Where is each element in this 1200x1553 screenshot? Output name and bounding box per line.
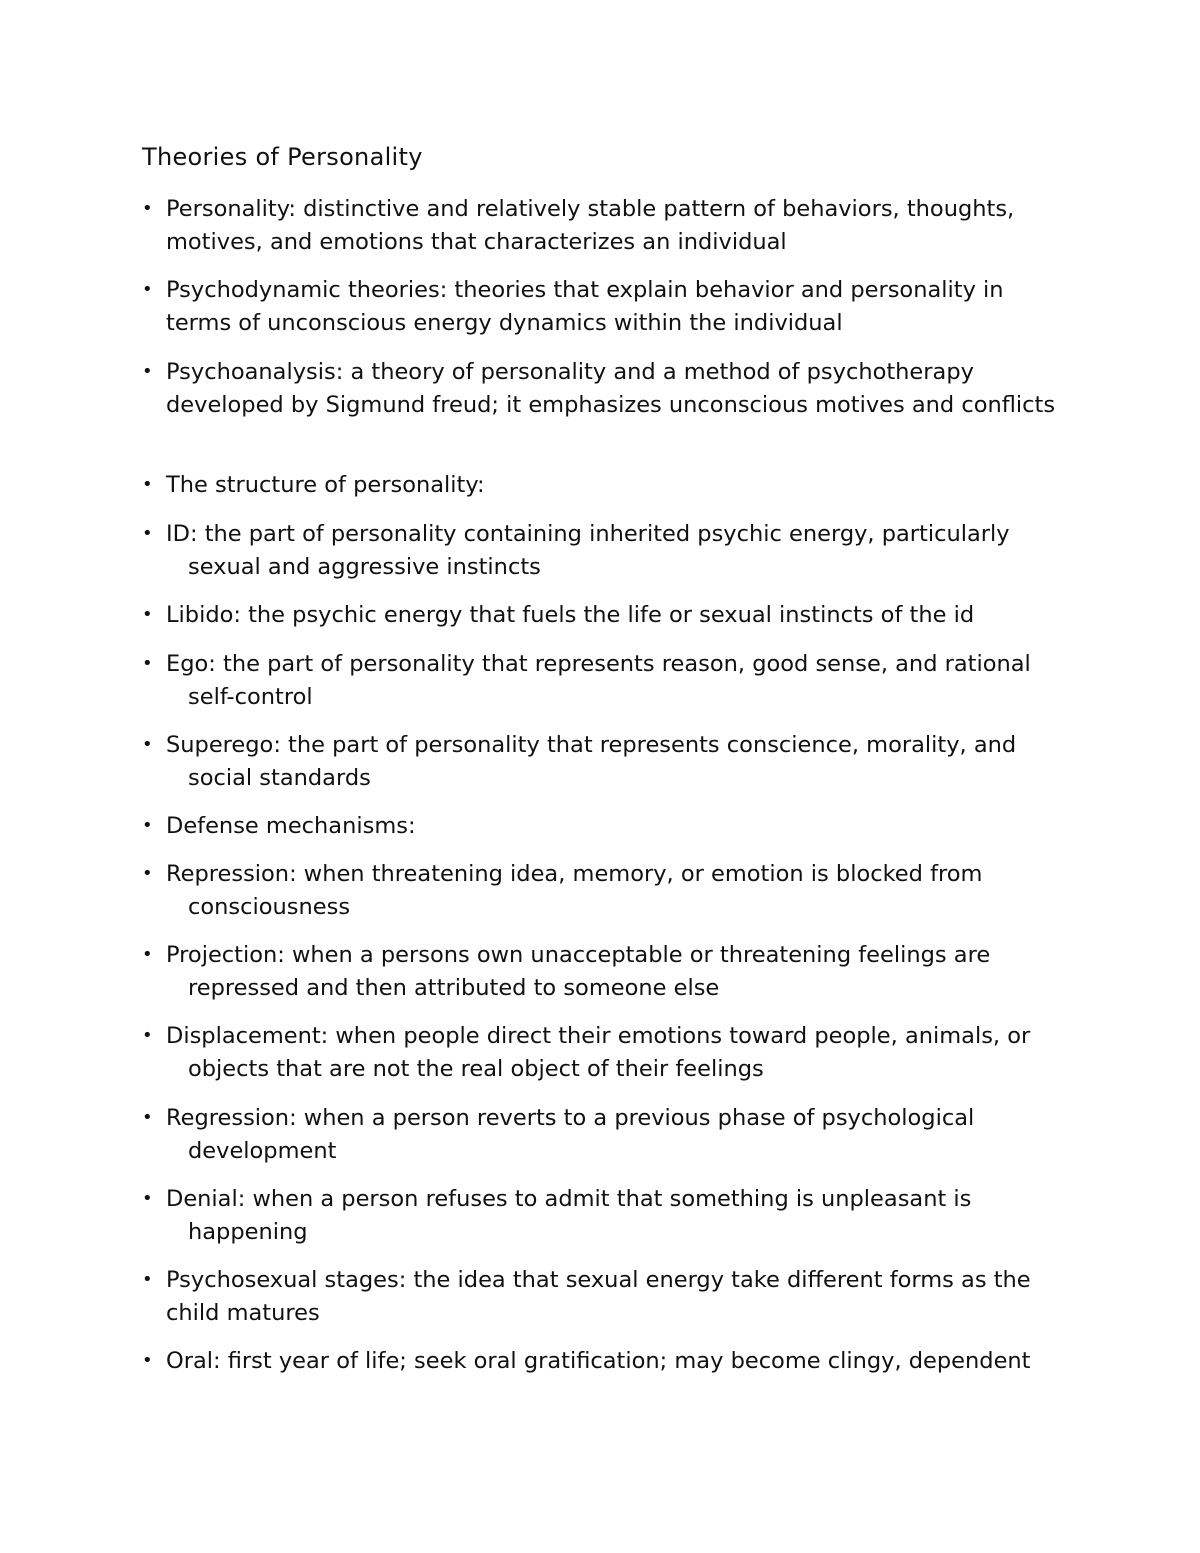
- bullet-icon: •: [142, 944, 153, 965]
- list-item: [142, 729, 1072, 794]
- list-item-text: ID: the part of personality containing inherited psychic energy, particularly sexual and aggressive instincts: [166, 521, 1010, 580]
- list-item-text: Displacement: when people direct their emotions toward people, animals, or objects that are not the real object of their feelings: [166, 1023, 1031, 1082]
- list-item-text: Superego: the part of personality that represents conscience, morality, and social standards: [166, 732, 1017, 791]
- list-item-text: Regression: when a person reverts to a previous phase of psychological development: [166, 1105, 975, 1164]
- list-item: [142, 1020, 1072, 1085]
- bullet-icon: •: [142, 279, 153, 300]
- list-item: [142, 858, 1072, 923]
- bullet-icon: •: [142, 1107, 153, 1128]
- list-item-text: Libido: the psychic energy that fuels the life or sexual instincts of the id: [166, 602, 975, 628]
- list-item: [142, 1183, 1072, 1248]
- list-item: [142, 356, 1072, 421]
- list-item: [142, 1264, 1072, 1329]
- bullet-icon: •: [142, 863, 153, 884]
- list-item: [142, 648, 1072, 713]
- bullet-icon: •: [142, 1350, 153, 1371]
- list-item: [142, 1345, 1072, 1378]
- page-title: Theories of Personality: [142, 143, 423, 171]
- list-item: [142, 1102, 1072, 1167]
- bullet-icon: •: [142, 198, 153, 219]
- list-item-text: Psychoanalysis: a theory of personality and a method of psychotherapy developed by Sigmund freud; it emphasizes unconscious motives and conflicts: [166, 359, 1056, 418]
- bullet-icon: •: [142, 653, 153, 674]
- list-item: [142, 469, 1072, 502]
- bullet-icon: •: [142, 1269, 153, 1290]
- bullet-icon: •: [142, 361, 153, 382]
- list-item: [142, 939, 1072, 1004]
- list-item-text: Projection: when a persons own unacceptable or threatening feelings are repressed and then attributed to someone else: [166, 942, 991, 1001]
- list-item-text: The structure of personality:: [166, 472, 485, 498]
- list-item: [142, 274, 1072, 339]
- list-item-text: Psychosexual stages: the idea that sexual energy take different forms as the child matures: [166, 1267, 1031, 1326]
- list-item-text: Defense mechanisms:: [166, 813, 416, 839]
- list-item: [142, 810, 1072, 843]
- list-item-text: Ego: the part of personality that represents reason, good sense, and rational self-control: [166, 651, 1031, 710]
- bullet-icon: •: [142, 734, 153, 755]
- list-item: [142, 518, 1072, 583]
- list-item: [142, 599, 1072, 632]
- bullet-icon: •: [142, 604, 153, 625]
- bullet-icon: •: [142, 474, 153, 495]
- list-item-text: Psychodynamic theories: theories that explain behavior and personality in terms of unconscious energy dynamics within the individual: [166, 277, 1004, 336]
- list-item-text: Repression: when threatening idea, memory, or emotion is blocked from consciousness: [166, 861, 983, 920]
- list-item-text: Personality: distinctive and relatively stable pattern of behaviors, thoughts, motives, and emotions that characterizes an individual: [166, 196, 1015, 255]
- list-item-text: Oral: first year of life; seek oral gratification; may become clingy, dependent: [166, 1348, 1031, 1374]
- list-item: [142, 193, 1072, 258]
- list-item-text: Denial: when a person refuses to admit that something is unpleasant is happening: [166, 1186, 972, 1245]
- bullet-icon: •: [142, 1025, 153, 1046]
- bullet-icon: •: [142, 523, 153, 544]
- bullet-icon: •: [142, 1188, 153, 1209]
- bullet-icon: •: [142, 815, 153, 836]
